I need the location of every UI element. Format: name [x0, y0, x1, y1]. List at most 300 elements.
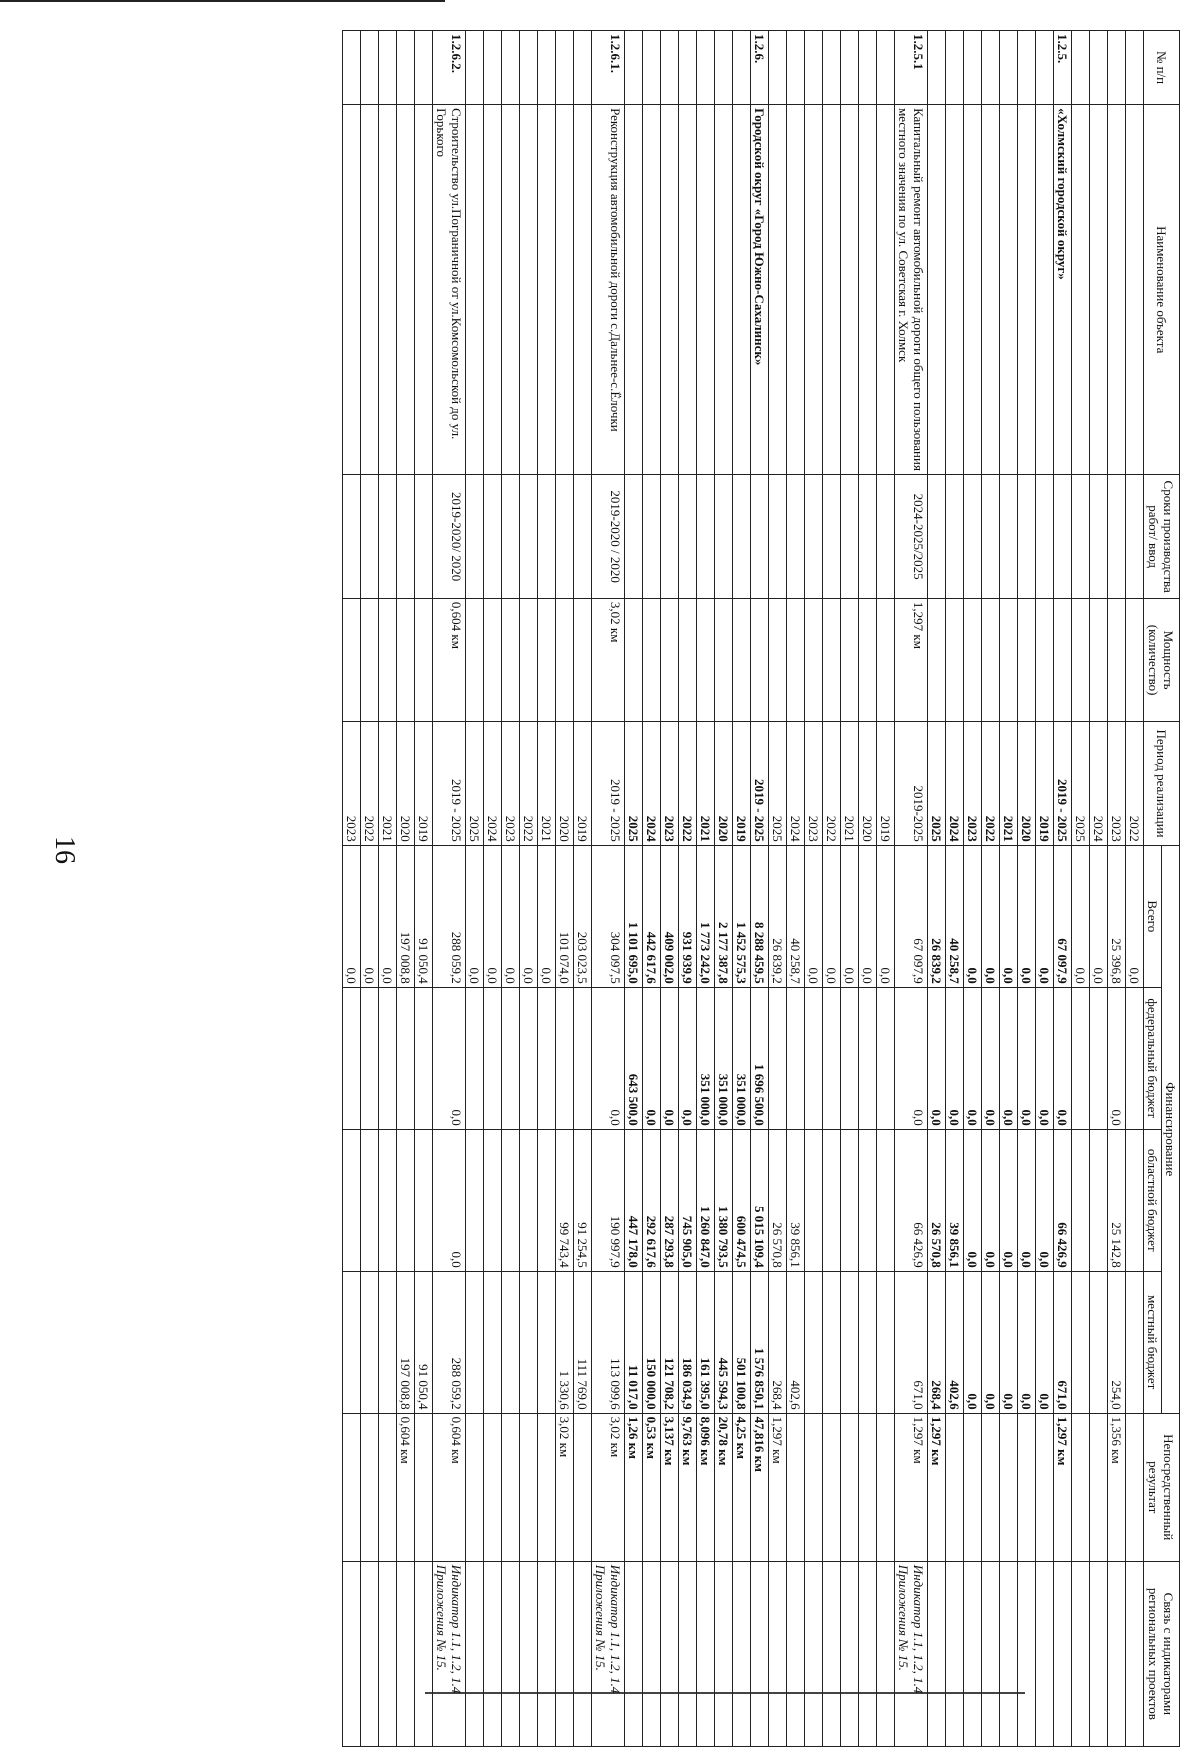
cell-name [787, 105, 805, 475]
cell-local: 671,0 [895, 1271, 928, 1413]
cell-capacity [1018, 598, 1036, 721]
cell-capacity [982, 598, 1000, 721]
cell-terms [574, 475, 592, 598]
cell-result [1000, 1413, 1018, 1561]
cell-num: 1.2.6. [751, 31, 769, 105]
cell-terms [733, 475, 751, 598]
cell-capacity [928, 598, 946, 721]
cell-capacity [1108, 598, 1126, 721]
cell-name [538, 105, 556, 475]
cell-result [823, 1413, 841, 1561]
cell-local [1126, 1271, 1144, 1413]
cell-federal [1126, 987, 1144, 1129]
cell-regional [1072, 1129, 1090, 1271]
cell-federal: 643 500,0 [625, 987, 643, 1129]
cell-year: 2023 [343, 722, 361, 845]
cell-link [415, 1561, 433, 1746]
table-row [1018, 31, 1036, 1747]
cell-terms [697, 475, 715, 598]
cell-local [877, 1271, 895, 1413]
cell-result [379, 1413, 397, 1561]
cell-result [466, 1413, 484, 1561]
cell-capacity [733, 598, 751, 721]
cell-capacity: 1,297 км [895, 598, 928, 721]
cell-link [928, 1561, 946, 1746]
cell-capacity [466, 598, 484, 721]
cell-capacity [1000, 598, 1018, 721]
col-total-header: Всего [1144, 845, 1162, 987]
cell-regional: 26 570,8 [769, 1129, 787, 1271]
cell-total: 409 002,0 [661, 845, 679, 987]
cell-terms [679, 475, 697, 598]
cell-regional [343, 1129, 361, 1271]
cell-year: 2020 [397, 722, 415, 845]
cell-link [733, 1561, 751, 1746]
cell-local: 91 050,4 [415, 1271, 433, 1413]
cell-federal: 1 696 500,0 [751, 987, 769, 1129]
cell-num [625, 31, 643, 105]
cell-capacity [877, 598, 895, 721]
cell-capacity [1126, 598, 1144, 721]
cell-terms [361, 475, 379, 598]
cell-federal [805, 987, 823, 1129]
cell-year: 2025 [466, 722, 484, 845]
cell-year: 2023 [964, 722, 982, 845]
table-row [556, 31, 574, 1747]
cell-capacity [1090, 598, 1108, 721]
cell-total: 0,0 [982, 845, 1000, 987]
cell-local [1090, 1271, 1108, 1413]
cell-local: 402,6 [787, 1271, 805, 1413]
cell-year: 2019 [877, 722, 895, 845]
cell-year: 2024 [1090, 722, 1108, 845]
cell-link [787, 1561, 805, 1746]
cell-name [733, 105, 751, 475]
cell-link [823, 1561, 841, 1746]
cell-terms [502, 475, 520, 598]
cell-capacity [397, 598, 415, 721]
cell-num: 1.2.5. [1054, 31, 1072, 105]
cell-link [982, 1561, 1000, 1746]
cell-num [379, 31, 397, 105]
cell-year: 2025 [769, 722, 787, 845]
table-row [574, 31, 592, 1747]
cell-result [415, 1413, 433, 1561]
cell-link [859, 1561, 877, 1746]
cell-year: 2025 [625, 722, 643, 845]
cell-local [841, 1271, 859, 1413]
cell-name [1072, 105, 1090, 475]
cell-total: 442 617,6 [643, 845, 661, 987]
cell-num [520, 31, 538, 105]
cell-federal: 0,0 [679, 987, 697, 1129]
cell-result: 0,53 км [643, 1413, 661, 1561]
col-link-header: Связь с индикаторами региональных проектов [1144, 1561, 1180, 1746]
cell-regional [502, 1129, 520, 1271]
cell-result: 1,26 км [625, 1413, 643, 1561]
cell-result [520, 1413, 538, 1561]
cell-name [679, 105, 697, 475]
cell-regional [484, 1129, 502, 1271]
cell-regional [1126, 1129, 1144, 1271]
cell-terms [982, 475, 1000, 598]
cell-link [397, 1561, 415, 1746]
table-row [769, 31, 787, 1747]
cell-terms [625, 475, 643, 598]
cell-federal [859, 987, 877, 1129]
cell-regional [520, 1129, 538, 1271]
cell-year: 2019 - 2025 [433, 722, 466, 845]
cell-regional: 0,0 [1036, 1129, 1054, 1271]
table-row [1000, 31, 1018, 1747]
cell-num [715, 31, 733, 105]
cell-link [1108, 1561, 1126, 1746]
cell-federal [1090, 987, 1108, 1129]
cell-local: 161 395,0 [697, 1271, 715, 1413]
cell-terms [466, 475, 484, 598]
cell-result: 4,25 км [733, 1413, 751, 1561]
cell-regional: 66 426,9 [1054, 1129, 1072, 1271]
cell-federal [556, 987, 574, 1129]
cell-name [484, 105, 502, 475]
table-row [787, 31, 805, 1747]
cell-capacity [715, 598, 733, 721]
cell-total: 197 008,8 [397, 845, 415, 987]
cell-num [928, 31, 946, 105]
col-result-header: Непосредственный результат [1144, 1413, 1180, 1561]
cell-total: 0,0 [859, 845, 877, 987]
cell-name [379, 105, 397, 475]
cell-link [502, 1561, 520, 1746]
cell-federal: 351 000,0 [697, 987, 715, 1129]
cell-regional [379, 1129, 397, 1271]
header-row-1 [1162, 31, 1180, 1747]
cell-link: Индикатор 1.1, 1.2, 1.4 Приложения № 15. [895, 1561, 928, 1746]
cell-name [877, 105, 895, 475]
cell-capacity [520, 598, 538, 721]
cell-num [823, 31, 841, 105]
cell-year: 2021 [1000, 722, 1018, 845]
cell-local: 1 330,6 [556, 1271, 574, 1413]
cell-num [787, 31, 805, 105]
table-body [343, 31, 1144, 1747]
cell-result: 1,297 км [769, 1413, 787, 1561]
cell-local: 0,0 [1000, 1271, 1018, 1413]
cell-terms: 2019-2020 / 2020 [592, 475, 625, 598]
cell-num [343, 31, 361, 105]
cell-federal: 0,0 [964, 987, 982, 1129]
cell-num [484, 31, 502, 105]
table-row [751, 31, 769, 1747]
cell-local: 121 708,2 [661, 1271, 679, 1413]
cell-capacity [859, 598, 877, 721]
cell-federal [877, 987, 895, 1129]
cell-capacity [625, 598, 643, 721]
cell-result: 0,604 км [433, 1413, 466, 1561]
cell-total: 0,0 [1000, 845, 1018, 987]
top-rule [0, 0, 445, 2]
cell-link [769, 1561, 787, 1746]
cell-name [361, 105, 379, 475]
cell-capacity [1036, 598, 1054, 721]
cell-name [520, 105, 538, 475]
cell-capacity [661, 598, 679, 721]
cell-total: 1 101 695,0 [625, 845, 643, 987]
cell-link [679, 1561, 697, 1746]
cell-regional: 5 015 109,4 [751, 1129, 769, 1271]
cell-capacity [343, 598, 361, 721]
cell-terms [1036, 475, 1054, 598]
table-row [733, 31, 751, 1747]
cell-federal [466, 987, 484, 1129]
cell-local: 150 000,0 [643, 1271, 661, 1413]
cell-terms [1000, 475, 1018, 598]
cell-result [877, 1413, 895, 1561]
cell-regional: 39 856,1 [787, 1129, 805, 1271]
cell-year: 2023 [502, 722, 520, 845]
cell-local [805, 1271, 823, 1413]
cell-total: 0,0 [823, 845, 841, 987]
cell-terms [397, 475, 415, 598]
cell-terms [1018, 475, 1036, 598]
cell-total: 40 258,7 [946, 845, 964, 987]
cell-local [361, 1271, 379, 1413]
cell-total: 0,0 [361, 845, 379, 987]
table-row [1054, 31, 1072, 1747]
cell-capacity [841, 598, 859, 721]
cell-name [574, 105, 592, 475]
cell-year: 2024 [946, 722, 964, 845]
cell-name: Городской округ «Город Южно-Сахалинск» [751, 105, 769, 475]
cell-local: 268,4 [928, 1271, 946, 1413]
cell-result: 47,816 км [751, 1413, 769, 1561]
cell-total: 0,0 [538, 845, 556, 987]
table-row [502, 31, 520, 1747]
cell-terms [1072, 475, 1090, 598]
cell-federal [769, 987, 787, 1129]
cell-num [964, 31, 982, 105]
cell-total: 288 059,2 [433, 845, 466, 987]
cell-year: 2025 [928, 722, 946, 845]
cell-federal: 0,0 [1036, 987, 1054, 1129]
cell-terms [343, 475, 361, 598]
cell-regional: 447 178,0 [625, 1129, 643, 1271]
cell-local [379, 1271, 397, 1413]
cell-federal [484, 987, 502, 1129]
cell-regional [415, 1129, 433, 1271]
col-capacity-header: Мощность (количество) [1144, 598, 1180, 721]
table-row [643, 31, 661, 1747]
cell-local: 0,0 [982, 1271, 1000, 1413]
cell-regional: 0,0 [433, 1129, 466, 1271]
cell-federal: 0,0 [1018, 987, 1036, 1129]
cell-link: Индикатор 1.1, 1.2, 1.4 Приложения № 15. [433, 1561, 466, 1746]
cell-num [1090, 31, 1108, 105]
cell-result: 1,297 км [928, 1413, 946, 1561]
cell-terms [1090, 475, 1108, 598]
cell-link [964, 1561, 982, 1746]
cell-local [343, 1271, 361, 1413]
cell-name [805, 105, 823, 475]
cell-terms [841, 475, 859, 598]
cell-link [1126, 1561, 1144, 1746]
cell-capacity [556, 598, 574, 721]
cell-terms [415, 475, 433, 598]
cell-total: 0,0 [379, 845, 397, 987]
cell-year: 2021 [697, 722, 715, 845]
cell-terms: 2024-2025/2025 [895, 475, 928, 598]
cell-year: 2020 [715, 722, 733, 845]
cell-link [1054, 1561, 1072, 1746]
cell-num [538, 31, 556, 105]
cell-name [946, 105, 964, 475]
table-row [361, 31, 379, 1747]
cell-total: 1 452 575,3 [733, 845, 751, 987]
cell-result [502, 1413, 520, 1561]
cell-federal: 0,0 [1108, 987, 1126, 1129]
table-row [928, 31, 946, 1747]
cell-local: 186 034,9 [679, 1271, 697, 1413]
cell-link [379, 1561, 397, 1746]
cell-regional: 25 142,8 [1108, 1129, 1126, 1271]
cell-year: 2019 [733, 722, 751, 845]
cell-result: 1,356 км [1108, 1413, 1126, 1561]
cell-regional: 0,0 [1018, 1129, 1036, 1271]
cell-year: 2022 [361, 722, 379, 845]
cell-name: Реконструкция автомобильной дороги с.Дальнее-с.Ёлочки [592, 105, 625, 475]
cell-terms: 2019-2020/ 2020 [433, 475, 466, 598]
cell-result [805, 1413, 823, 1561]
cell-link [661, 1561, 679, 1746]
cell-total: 0,0 [1036, 845, 1054, 987]
cell-capacity [361, 598, 379, 721]
cell-regional: 99 743,4 [556, 1129, 574, 1271]
cell-result [361, 1413, 379, 1561]
cell-federal: 0,0 [946, 987, 964, 1129]
cell-result: 1,297 км [1054, 1413, 1072, 1561]
cell-regional: 1 260 847,0 [697, 1129, 715, 1271]
cell-year: 2023 [661, 722, 679, 845]
cell-federal: 0,0 [982, 987, 1000, 1129]
cell-year: 2019 - 2025 [1054, 722, 1072, 845]
cell-total: 0,0 [484, 845, 502, 987]
cell-name [697, 105, 715, 475]
cell-result [343, 1413, 361, 1561]
col-local-header: местный бюджет [1144, 1271, 1162, 1413]
cell-terms [538, 475, 556, 598]
col-financing-header: Финансирование [1162, 845, 1180, 1413]
cell-year: 2021 [841, 722, 859, 845]
cell-terms [859, 475, 877, 598]
table-row [397, 31, 415, 1747]
cell-total: 0,0 [1072, 845, 1090, 987]
table-row [715, 31, 733, 1747]
cell-local: 501 100,8 [733, 1271, 751, 1413]
table-row [433, 31, 466, 1747]
cell-name: Строительство ул.Пограничной от ул.Комсомольской до ул. Горького [433, 105, 466, 475]
cell-terms [1108, 475, 1126, 598]
cell-num [946, 31, 964, 105]
table-row [484, 31, 502, 1747]
cell-federal: 0,0 [433, 987, 466, 1129]
cell-capacity [538, 598, 556, 721]
cell-federal [574, 987, 592, 1129]
table-row [592, 31, 625, 1747]
cell-capacity [751, 598, 769, 721]
cell-year: 2019 - 2025 [592, 722, 625, 845]
cell-link [343, 1561, 361, 1746]
cell-name [415, 105, 433, 475]
table-row [823, 31, 841, 1747]
cell-name [1126, 105, 1144, 475]
cell-regional: 66 426,9 [895, 1129, 928, 1271]
cell-result [1018, 1413, 1036, 1561]
table-row [379, 31, 397, 1747]
cell-terms [1126, 475, 1144, 598]
cell-name [769, 105, 787, 475]
cell-num [361, 31, 379, 105]
cell-link [484, 1561, 502, 1746]
cell-capacity: 0,604 км [433, 598, 466, 721]
cell-capacity [1054, 598, 1072, 721]
cell-capacity [1072, 598, 1090, 721]
cell-local: 197 008,8 [397, 1271, 415, 1413]
cell-federal: 351 000,0 [733, 987, 751, 1129]
cell-year: 2024 [643, 722, 661, 845]
cell-year: 2022 [1126, 722, 1144, 845]
cell-federal: 0,0 [661, 987, 679, 1129]
cell-total: 0,0 [520, 845, 538, 987]
table-row [538, 31, 556, 1747]
cell-total: 0,0 [1126, 845, 1144, 987]
cell-num [397, 31, 415, 105]
cell-local [859, 1271, 877, 1413]
cell-federal [538, 987, 556, 1129]
cell-year: 2020 [859, 722, 877, 845]
cell-total: 91 050,4 [415, 845, 433, 987]
cell-num [769, 31, 787, 105]
cell-name [1000, 105, 1018, 475]
table-row [625, 31, 643, 1747]
cell-terms [715, 475, 733, 598]
cell-year: 2025 [1072, 722, 1090, 845]
cell-capacity [805, 598, 823, 721]
cell-terms [877, 475, 895, 598]
cell-name [343, 105, 361, 475]
cell-local: 0,0 [1036, 1271, 1054, 1413]
table-row [679, 31, 697, 1747]
cell-result [574, 1413, 592, 1561]
cell-total: 2 177 387,8 [715, 845, 733, 987]
cell-local [823, 1271, 841, 1413]
table-row [697, 31, 715, 1747]
cell-capacity [643, 598, 661, 721]
cell-federal [787, 987, 805, 1129]
cell-num [1000, 31, 1018, 105]
cell-link [1018, 1561, 1036, 1746]
cell-capacity [484, 598, 502, 721]
rotated-sheet [180, 30, 1180, 1747]
table-row [1072, 31, 1090, 1747]
cell-year: 2019 [1036, 722, 1054, 845]
cell-link [697, 1561, 715, 1746]
cell-name: Капитальный ремонт автомобильной дороги общего пользования местного значения по ул. Советская г. Холмск [895, 105, 928, 475]
cell-federal [397, 987, 415, 1129]
cell-regional [841, 1129, 859, 1271]
cell-regional [361, 1129, 379, 1271]
cell-regional: 292 617,6 [643, 1129, 661, 1271]
cell-local: 113 099,6 [592, 1271, 625, 1413]
